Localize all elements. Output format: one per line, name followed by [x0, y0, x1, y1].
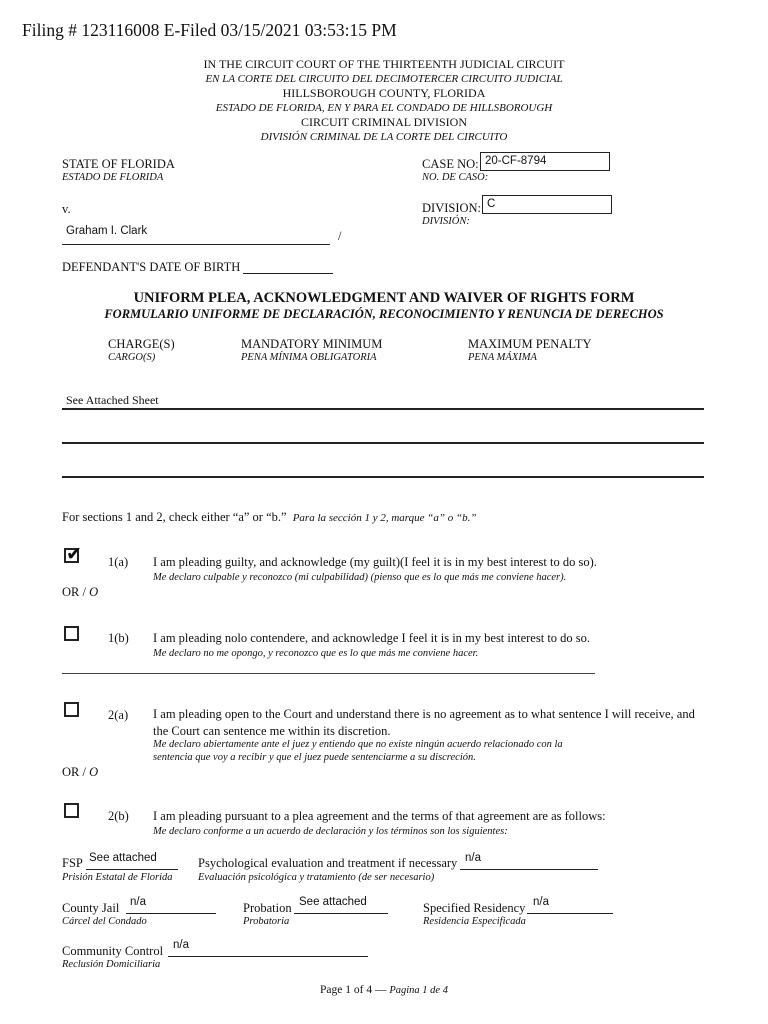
court-line-2-es: ESTADO DE FLORIDA, EN Y PARA EL CONDADO DE HILLSBOROUGH	[215, 101, 553, 114]
court-line-3-es: DIVISIÓN CRIMINAL DE LA CORTE DEL CIRCUITO	[260, 130, 508, 143]
court-line-1-es: EN LA CORTE DEL CIRCUITO DEL DECIMOTERCER CIRCUITO JUDICIAL	[205, 72, 563, 85]
case-no-label: CASE NO:	[422, 157, 479, 171]
court-heading	[0, 57, 768, 144]
probation-value: See attached	[299, 896, 367, 908]
or-label: OR /	[62, 585, 90, 599]
maximum-header: MAXIMUM PENALTY	[468, 337, 592, 351]
instructions	[62, 510, 477, 525]
mandatory-header: MANDATORY MINIMUM	[241, 337, 383, 351]
court-line-2: HILLSBOROUGH COUNTY, FLORIDA	[282, 86, 486, 100]
jail-field[interactable]	[126, 896, 216, 914]
option-2a-number: 2(a)	[108, 708, 129, 722]
state-label: STATE OF FLORIDA	[62, 157, 175, 171]
mandatory-header-es: PENA MÍNIMA OBLIGATORIA	[241, 352, 377, 363]
form-title: UNIFORM PLEA, ACKNOWLEDGMENT AND WAIVER OF RIGHTS FORM	[133, 290, 635, 306]
jail-value: n/a	[130, 896, 146, 908]
charges-header: CHARGE(S)	[108, 337, 175, 351]
page-footer	[0, 984, 768, 996]
probation-label-es: Probatoria	[243, 916, 290, 927]
case-no-field[interactable]: 20-CF-8794	[480, 152, 610, 171]
option-1a-text-es: Me declaro culpable y reconozco (mi culpabilidad) (pienso que es lo que más me conviene hacer).	[153, 572, 567, 583]
option-2a-text-es: Me declaro abiertamente ante el juez y entiendo que no existe ningún acuerdo relacionado con la	[153, 739, 563, 750]
charges-header-es: CARGO(S)	[108, 352, 156, 363]
checkbox-2a[interactable]	[64, 702, 79, 717]
versus-label: v.	[62, 202, 71, 216]
psych-label: Psychological evaluation and treatment if necessary	[198, 856, 458, 870]
community-control-value: n/a	[173, 939, 189, 951]
option-2a-text: I am pleading open to the Court and understand there is no agreement as to what sentence I will receive, and	[153, 707, 695, 721]
jail-label-es: Cárcel del Condado	[62, 916, 147, 927]
residency-field[interactable]	[527, 896, 613, 914]
court-line-3: CIRCUIT CRIMINAL DIVISION	[301, 115, 467, 129]
residency-label-es: Residencia Especificada	[423, 916, 526, 927]
defendant-name-field[interactable]	[62, 224, 330, 245]
probation-label: Probation	[243, 901, 292, 915]
fsp-label-es: Prisión Estatal de Florida	[62, 872, 173, 883]
checkmark-icon: ✔	[66, 543, 82, 565]
checkbox-2b[interactable]	[64, 803, 79, 818]
caption-slash: /	[338, 229, 342, 243]
case-no-label-es: NO. DE CASO:	[422, 172, 489, 183]
instructions-en: For sections 1 and 2, check either “a” or “b.”	[62, 510, 287, 524]
residency-value: n/a	[533, 896, 549, 908]
option-2a-text-es-2: sentencia que voy a recibir y que el juez puede sentenciarme a su discreción.	[153, 752, 476, 763]
court-line-1: IN THE CIRCUIT COURT OF THE THIRTEENTH JUDICIAL CIRCUIT	[203, 57, 565, 71]
checkbox-1a[interactable]	[64, 543, 82, 565]
maximum-header-es: PENA MÁXIMA	[468, 352, 537, 363]
option-2a-text-2: the Court can sentence me within its discretion.	[153, 724, 391, 738]
option-1a-number: 1(a)	[108, 555, 129, 569]
residency-label: Specified Residency	[423, 901, 526, 915]
page-number: Page 1 of 4 —	[320, 984, 390, 996]
psych-field[interactable]	[460, 852, 598, 870]
community-control-label-es: Reclusión Domiciliaria	[62, 959, 161, 970]
community-control-label: Community Control	[62, 944, 164, 958]
psych-value: n/a	[465, 852, 481, 864]
or-label-es: O	[89, 585, 99, 599]
psych-label-es: Evaluación psicológica y tratamiento (de ser necesario)	[198, 872, 435, 883]
dob-field[interactable]	[243, 259, 333, 274]
option-1a-text: I am pleading guilty, and acknowledge (my guilt)(I feel it is in my best interest to do so).	[153, 555, 597, 569]
page-number-es: Pagina 1 de 4	[389, 985, 448, 996]
or-label-es: O	[89, 765, 99, 779]
division-label: DIVISION:	[422, 201, 482, 215]
defendant-name: Graham I. Clark	[66, 225, 148, 237]
probation-field[interactable]	[294, 896, 388, 914]
community-control-field[interactable]	[168, 939, 368, 957]
or-label: OR /	[62, 765, 90, 779]
dob-label: DEFENDANT'S DATE OF BIRTH	[62, 260, 241, 274]
charge-line-1[interactable]	[62, 408, 704, 410]
section-divider	[62, 673, 595, 674]
option-1b-number: 1(b)	[108, 631, 129, 645]
division-field[interactable]: C	[482, 195, 612, 214]
charges-entry: See Attached Sheet	[66, 393, 159, 407]
option-2b-number: 2(b)	[108, 809, 129, 823]
jail-label: County Jail	[62, 901, 120, 915]
option-1b-text-es: Me declaro no me opongo, y reconozco que es lo que más me conviene hacer.	[153, 648, 479, 659]
charge-line-2[interactable]	[62, 442, 704, 444]
instructions-es: Para la sección 1 y 2, marque “a” o “b.”	[292, 512, 477, 524]
fsp-label: FSP	[62, 856, 83, 870]
filing-header: Filing # 123116008 E-Filed 03/15/2021 03:53:15 PM	[22, 20, 397, 40]
option-2b-text-es: Me declaro conforme a un acuerdo de declaración y los términos son los siguientes:	[153, 826, 508, 837]
state-label-es: ESTADO DE FLORIDA	[62, 172, 164, 183]
or-label-2	[62, 765, 98, 780]
fsp-value: See attached	[89, 852, 157, 864]
fsp-field[interactable]	[86, 852, 178, 870]
option-1b-text: I am pleading nolo contendere, and acknowledge I feel it is in my best interest to do so.	[153, 631, 591, 645]
form-title-es: FORMULARIO UNIFORME DE DECLARACIÓN, RECONOCIMIENTO Y RENUNCIA DE DERECHOS	[104, 307, 664, 321]
or-label-1	[62, 585, 98, 600]
option-2b-text: I am pleading pursuant to a plea agreement and the terms of that agreement are as follows:	[153, 809, 606, 823]
division-label-es: DIVISIÓN:	[422, 216, 470, 227]
checkbox-1b[interactable]	[64, 626, 79, 641]
charge-line-3[interactable]	[62, 476, 704, 478]
